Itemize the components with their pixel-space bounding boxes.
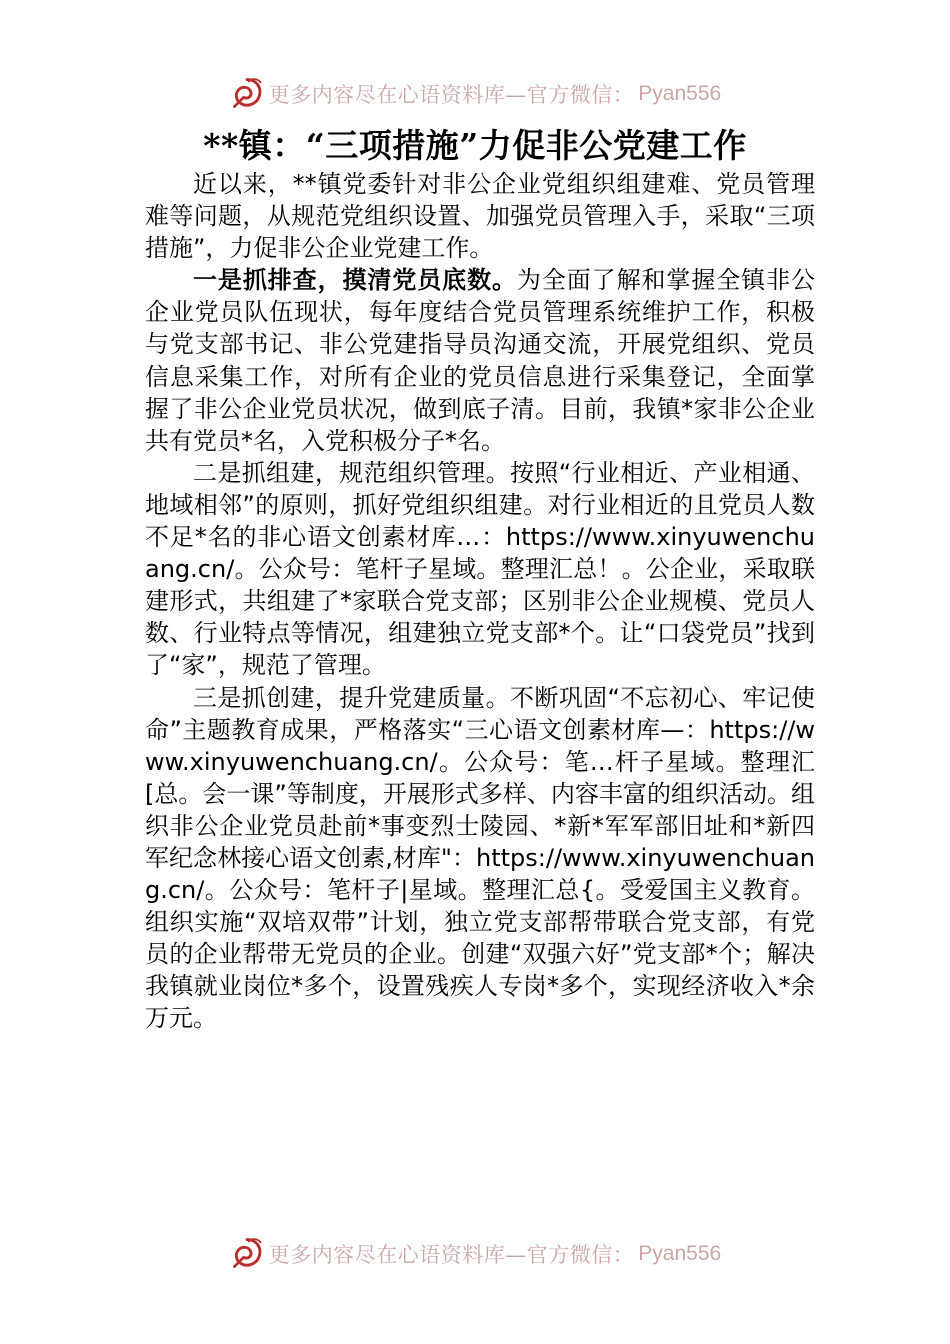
document-title: **镇：“三项措施”力促非公党建工作 [203,126,747,165]
section-2-paragraph: 二是抓组建，规范组织管理。按照“行业相近、产业相通、地域相邻”的原则，抓好党组织组建。对行业相近的且党员人数不足*名的非心语文创素材库…：https://www.xinyuwenchuang.cn/。公众号：笔杆子星域。整理汇总！。公企业，采取联建形式，共组建了*家联合党支部；区别非公企业规模、党员人数、行业特点等情况，组建独立党支部*个。让“口袋党员”找到了“家”，规范了管理。 [145,458,815,680]
section-1-body: 为全面了解和掌握全镇非公企业党员队伍现状，每年度结合党员管理系统维护工作，积极与党支部书记、非公党建指导员沟通交流，开展党组织、党员信息采集工作，对所有企业的党员信息进行采集登记，全面掌握了非公企业党员状况，做到底子清。目前，我镇*家非公企业共有党员*名，入党积极分子*名。 [145,266,816,455]
watermark-header [0,74,950,114]
swirl-logo-icon [229,1236,265,1272]
section-3-paragraph: 三是抓创建，提升党建质量。不断巩固“不忘初心、牢记使命”主题教育成果，严格落实“三心语文创素材库—：https://www.xinyuwenchuang.cn/。公众号：笔…杆子星域。整理汇[总。会一课”等制度，开展形式多样、内容丰富的组织活动。组织非公企业党员赴前*事变烈士陵园、*新*军军部旧址和*新四军纪念林接心语文创素,材库"：https://www.xinyuwenchuang.cn/。公众号：笔杆子|星域。整理汇总{。受爱国主义教育。组织实施“双培双带”计划，独立党支部帮带联合党支部，有党员的企业帮带无党员的企业。创建“双强六好”党支部*个；解决我镇就业岗位*多个，设置残疾人专岗*多个，实现经济收入*余万元。 [145,683,815,1033]
watermark-footer [0,1234,950,1274]
intro-paragraph: 近以来，**镇党委针对非公企业党组织组建难、党员管理难等问题，从规范党组织设置、加强党员管理入手，采取“三项措施”，力促非公企业党建工作。 [145,170,815,263]
section-1-heading: 一是抓排查，摸清党员底数。 [193,266,517,295]
document-body [145,168,815,1035]
watermark-handle: Pyan556 [638,1242,722,1265]
watermark-text: 更多内容尽在心语资料库—官方微信： [268,1243,635,1267]
section-1-paragraph [145,264,815,457]
watermark-handle: Pyan556 [638,82,722,105]
swirl-logo-icon [229,76,265,112]
watermark-text: 更多内容尽在心语资料库—官方微信： [268,83,635,107]
